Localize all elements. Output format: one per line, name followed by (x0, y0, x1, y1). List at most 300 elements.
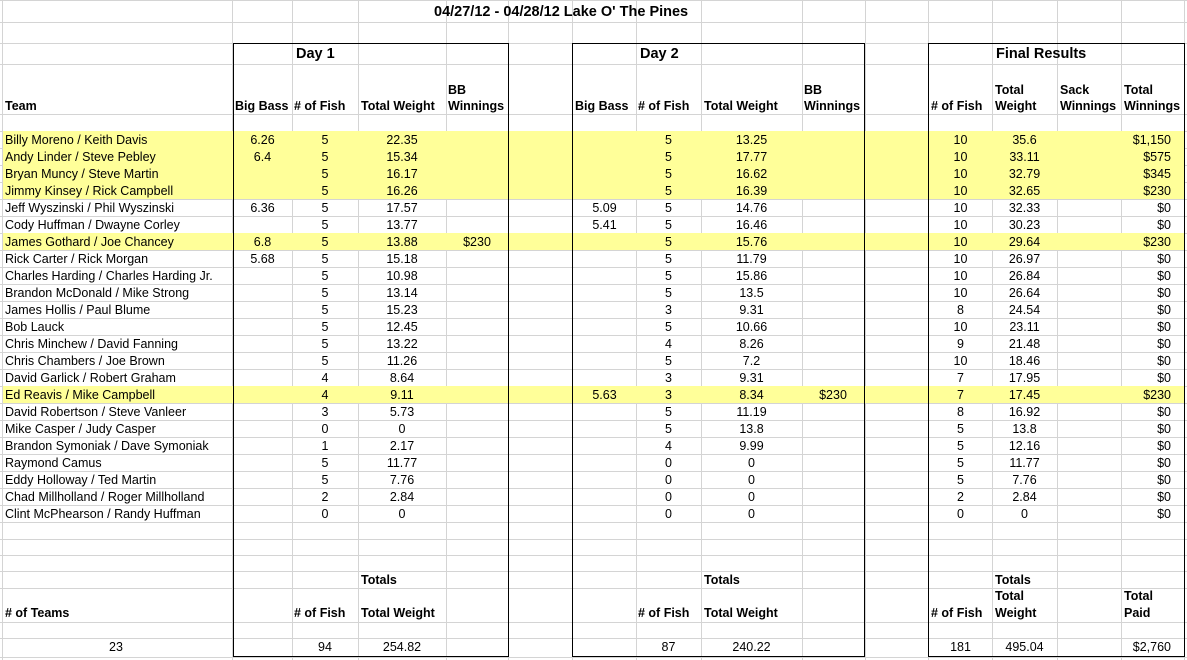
d2-bb-winnings-cell (802, 166, 864, 182)
grid-row-line (0, 657, 1187, 658)
col-header-d1-winnings: Winnings (448, 99, 505, 113)
d1-weight-cell: 22.35 (386, 133, 418, 147)
d2-bb-winnings-cell (802, 370, 864, 386)
d1-weight-cell: 13.14 (386, 286, 418, 300)
sack-winnings-cell (1057, 455, 1121, 471)
d1-fish-cell: 5 (321, 354, 329, 368)
d1-fish-cell: 5 (321, 337, 329, 351)
d1-big-bass-cell: 5.68 (250, 252, 275, 266)
final-fish-cell: 5 (957, 422, 964, 436)
final-fish-cell: 5 (957, 473, 964, 487)
total-winnings-cell: $0 (1157, 371, 1171, 385)
total-winnings-cell: $345 (1143, 167, 1171, 181)
d2-fish-cell: 0 (665, 507, 672, 521)
d1-big-bass-cell (233, 472, 292, 488)
d1-weight-cell: 17.57 (386, 201, 418, 215)
col-header-final-fish: # of Fish (931, 99, 983, 113)
d2-weight-cell: 9.31 (739, 303, 764, 317)
final-weight-cell: 2.84 (1012, 490, 1037, 504)
d1-total-weight-label: Total Weight (361, 606, 435, 620)
d1-bb-winnings-cell (446, 251, 508, 267)
d2-big-bass-cell: 5.09 (592, 201, 617, 215)
d2-bb-winnings-cell (802, 455, 864, 471)
col-header-d2-big-bass: Big Bass (575, 99, 629, 113)
total-paid-value: $2,760 (1132, 640, 1171, 654)
d1-weight-cell: 0 (398, 507, 406, 521)
team-cell: David Robertson / Steve Vanleer (5, 405, 187, 419)
team-cell: Andy Linder / Steve Pebley (5, 150, 156, 164)
team-cell: Eddy Holloway / Ted Martin (5, 473, 157, 487)
team-cell: Chad Millholland / Roger Millholland (5, 490, 205, 504)
d1-fish-cell: 0 (321, 507, 329, 521)
d2-weight-cell: 10.66 (735, 320, 768, 334)
d1-big-bass-cell (233, 404, 292, 420)
sack-winnings-cell (1057, 506, 1121, 522)
d2-fish-cell: 5 (665, 218, 672, 232)
d1-weight-cell: 13.88 (386, 235, 418, 249)
d2-total-weight-value: 240.22 (732, 640, 771, 654)
d1-big-bass-cell (233, 285, 292, 301)
d1-bb-winnings-cell (446, 200, 508, 216)
d1-bb-winnings-cell (446, 319, 508, 335)
d2-bb-winnings-cell (802, 404, 864, 420)
d1-bb-winnings-cell (446, 149, 508, 165)
final-totals-label: Totals (995, 573, 1031, 587)
d1-big-bass-cell (233, 387, 292, 403)
team-cell: Chris Minchew / David Fanning (5, 337, 178, 351)
team-cell: Billy Moreno / Keith Davis (5, 133, 148, 147)
d2-fish-cell: 5 (665, 150, 672, 164)
d1-big-bass-cell (233, 183, 292, 199)
d2-big-bass-cell: 5.41 (592, 218, 617, 232)
total-winnings-cell: $1,150 (1132, 133, 1171, 147)
final-results-heading: Final Results (996, 46, 1087, 62)
d2-bb-winnings-cell (802, 302, 864, 318)
d2-big-bass-cell (573, 251, 636, 267)
d1-big-bass-cell (233, 370, 292, 386)
team-cell: James Hollis / Paul Blume (5, 303, 151, 317)
total-paid-label-1: Total (1124, 589, 1153, 603)
d1-weight-cell: 8.64 (389, 371, 415, 385)
d2-totals-label: Totals (704, 573, 740, 587)
final-fish-cell: 10 (953, 201, 968, 215)
d2-weight-cell: 7.2 (742, 354, 761, 368)
d1-fish-cell: 5 (321, 133, 329, 147)
d2-fish-cell: 0 (665, 490, 672, 504)
d2-weight-cell: 16.39 (735, 184, 768, 198)
d2-total-weight-label: Total Weight (704, 606, 778, 620)
final-fish-cell: 5 (957, 439, 964, 453)
sack-winnings-cell (1057, 251, 1121, 267)
final-weight-cell: 17.45 (1008, 388, 1041, 402)
d1-fish-cell: 5 (321, 201, 329, 215)
sack-winnings-cell (1057, 387, 1121, 403)
d1-big-bass-cell (233, 438, 292, 454)
final-weight-cell: 12.16 (1008, 439, 1041, 453)
d1-weight-cell: 9.11 (390, 388, 414, 402)
teams-count-value: 23 (109, 640, 123, 654)
sack-winnings-cell (1057, 336, 1121, 352)
d2-big-bass-cell: 5.63 (592, 388, 617, 402)
final-fish-cell: 9 (957, 337, 964, 351)
final-fish-cell: 0 (957, 507, 964, 521)
d2-weight-cell: 13.25 (735, 133, 768, 147)
grid-col-line (865, 0, 866, 660)
final-fish-cell: 7 (957, 371, 964, 385)
total-winnings-cell: $0 (1157, 490, 1171, 504)
d1-fish-cell: 5 (321, 286, 329, 300)
final-fish-cell: 8 (957, 405, 964, 419)
final-fish-cell: 5 (957, 456, 964, 470)
d1-bb-winnings-cell (446, 489, 508, 505)
d2-big-bass-cell (573, 506, 636, 522)
final-weight-cell: 24.54 (1008, 303, 1041, 317)
d1-weight-cell: 10.98 (386, 269, 418, 283)
col-header-d2-winnings: Winnings (804, 99, 861, 113)
d2-fish-cell: 5 (665, 422, 672, 436)
d2-big-bass-cell (573, 438, 636, 454)
total-winnings-cell: $0 (1157, 422, 1171, 436)
final-total-fish-value: 181 (950, 640, 971, 654)
d1-weight-cell: 16.17 (386, 167, 418, 181)
col-header-final-weight: Weight (995, 99, 1037, 113)
d2-bb-winnings-cell (802, 319, 864, 335)
d1-bb-winnings-cell (446, 285, 508, 301)
total-winnings-cell: $0 (1157, 473, 1171, 487)
d1-big-bass-cell (233, 455, 292, 471)
d1-big-bass-cell: 6.36 (250, 201, 275, 215)
d1-big-bass-cell (233, 302, 292, 318)
d1-weight-cell: 0 (398, 422, 406, 436)
d1-big-bass-cell (233, 166, 292, 182)
team-cell: Jimmy Kinsey / Rick Campbell (5, 184, 174, 198)
final-weight-cell: 32.33 (1008, 201, 1041, 215)
d1-fish-cell: 5 (321, 456, 329, 470)
d2-big-bass-cell (573, 455, 636, 471)
d2-weight-cell: 17.77 (735, 150, 768, 164)
d2-bb-winnings-cell (802, 217, 864, 233)
d2-fish-cell: 5 (665, 133, 672, 147)
d1-fish-cell: 0 (321, 422, 329, 436)
d2-weight-cell: 14.76 (735, 201, 768, 215)
d1-fish-cell: 5 (321, 235, 329, 249)
d2-weight-cell: 16.62 (735, 167, 768, 181)
sack-winnings-cell (1057, 132, 1121, 148)
d2-fish-cell: 3 (665, 371, 672, 385)
team-cell: David Garlick / Robert Graham (5, 371, 176, 385)
d2-total-fish-label: # of Fish (638, 606, 690, 620)
d2-big-bass-cell (573, 166, 636, 182)
total-winnings-cell: $0 (1157, 218, 1171, 232)
d2-fish-cell: 5 (665, 252, 672, 266)
d1-totals-label: Totals (361, 573, 397, 587)
d2-fish-cell: 3 (665, 303, 672, 317)
d1-fish-cell: 4 (321, 388, 329, 402)
final-weight-cell: 11.77 (1009, 456, 1040, 470)
d1-weight-cell: 15.34 (386, 150, 418, 164)
final-total-weight-value: 495.04 (1005, 640, 1044, 654)
final-fish-cell: 10 (953, 235, 968, 249)
d2-bb-winnings-cell (802, 251, 864, 267)
sack-winnings-cell (1057, 183, 1121, 199)
d2-weight-cell: 0 (748, 507, 755, 521)
d1-fish-cell: 5 (321, 473, 329, 487)
d2-weight-cell: 0 (748, 490, 755, 504)
d1-fish-cell: 5 (321, 184, 329, 198)
sack-winnings-cell (1057, 421, 1121, 437)
d2-bb-winnings-cell (802, 132, 864, 148)
sack-winnings-cell (1057, 268, 1121, 284)
total-winnings-cell: $0 (1157, 456, 1171, 470)
d1-big-bass-cell (233, 353, 292, 369)
grid-row-line (0, 22, 1187, 23)
d1-big-bass-cell (233, 319, 292, 335)
d2-weight-cell: 13.8 (739, 422, 764, 436)
d1-bb-winnings-cell (446, 166, 508, 182)
team-cell: Chris Chambers / Joe Brown (5, 354, 165, 368)
d1-bb-winnings-cell (446, 455, 508, 471)
d2-fish-cell: 5 (665, 320, 672, 334)
d1-bb-winnings-cell (446, 370, 508, 386)
d1-bb-winnings-cell (446, 336, 508, 352)
final-weight-cell: 13.8 (1012, 422, 1037, 436)
d2-fish-cell: 5 (665, 201, 672, 215)
d1-fish-cell: 5 (321, 269, 329, 283)
final-fish-cell: 10 (953, 133, 968, 147)
d2-fish-cell: 4 (665, 439, 672, 453)
d2-big-bass-cell (573, 421, 636, 437)
team-cell: Mike Casper / Judy Casper (5, 422, 156, 436)
team-cell: Charles Harding / Charles Harding Jr. (5, 269, 213, 283)
sack-winnings-cell (1057, 217, 1121, 233)
d1-weight-cell: 16.26 (386, 184, 418, 198)
d1-weight-cell: 13.22 (386, 337, 418, 351)
final-weight-cell: 35.6 (1012, 133, 1037, 147)
total-winnings-cell: $0 (1157, 354, 1171, 368)
final-fish-cell: 7 (957, 388, 964, 402)
d1-weight-cell: 11.77 (386, 456, 418, 470)
d2-weight-cell: 0 (748, 473, 755, 487)
final-weight-cell: 29.64 (1008, 235, 1041, 249)
final-total-fish-label: # of Fish (931, 606, 983, 620)
final-fish-cell: 8 (957, 303, 964, 317)
d2-big-bass-cell (573, 183, 636, 199)
team-cell: Cody Huffman / Dwayne Corley (5, 218, 180, 232)
d2-bb-winnings-cell (802, 183, 864, 199)
d1-weight-cell: 11.26 (386, 354, 418, 368)
final-weight-cell: 21.48 (1008, 337, 1041, 351)
d2-big-bass-cell (573, 149, 636, 165)
team-cell: Clint McPhearson / Randy Huffman (5, 507, 201, 521)
d1-big-bass-cell (233, 268, 292, 284)
d2-fish-cell: 5 (665, 184, 672, 198)
d1-big-bass-cell: 6.26 (250, 133, 275, 147)
day2-heading: Day 2 (640, 46, 679, 62)
sack-winnings-cell (1057, 438, 1121, 454)
d2-fish-cell: 4 (665, 337, 672, 351)
final-fish-cell: 10 (953, 184, 968, 198)
total-winnings-cell: $0 (1157, 269, 1171, 283)
d2-bb-winnings-cell (802, 421, 864, 437)
final-weight-cell: 32.65 (1008, 184, 1041, 198)
d1-bb-winnings-cell (446, 132, 508, 148)
total-winnings-cell: $0 (1157, 252, 1171, 266)
d2-fish-cell: 0 (665, 473, 672, 487)
col-header-d2-weight: Total Weight (704, 99, 778, 113)
final-weight-label: Weight (995, 606, 1037, 620)
final-weight-cell: 32.79 (1008, 167, 1041, 181)
final-fish-cell: 10 (953, 167, 968, 181)
sack-winnings-cell (1057, 285, 1121, 301)
d1-total-weight-value: 254.82 (382, 640, 422, 654)
sack-winnings-cell (1057, 166, 1121, 182)
d2-fish-cell: 3 (665, 388, 672, 402)
d2-bb-winnings-cell (802, 336, 864, 352)
sack-winnings-cell (1057, 149, 1121, 165)
final-weight-cell: 26.97 (1008, 252, 1041, 266)
d2-bb-winnings-cell (802, 506, 864, 522)
team-cell: James Gothard / Joe Chancey (5, 235, 174, 249)
final-fish-cell: 2 (957, 490, 964, 504)
final-weight-cell: 18.46 (1008, 354, 1041, 368)
d1-bb-winnings-cell: $230 (463, 235, 491, 249)
team-cell: Brandon Symoniak / Dave Symoniak (5, 439, 209, 453)
sack-winnings-cell (1057, 370, 1121, 386)
total-paid-label-2: Paid (1124, 606, 1151, 620)
d1-big-bass-cell: 6.8 (253, 235, 272, 249)
d1-bb-winnings-cell (446, 217, 508, 233)
d2-bb-winnings-cell (802, 285, 864, 301)
final-weight-cell: 33.11 (1009, 150, 1040, 164)
col-header-total: Total (1124, 83, 1153, 97)
final-weight-cell: 26.84 (1008, 269, 1041, 283)
col-header-sack-winnings: Winnings (1060, 99, 1117, 113)
d1-weight-cell: 2.17 (389, 439, 415, 453)
d1-weight-cell: 2.84 (389, 490, 415, 504)
d2-weight-cell: 13.5 (739, 286, 764, 300)
d2-big-bass-cell (573, 234, 636, 250)
d2-weight-cell: 15.76 (735, 235, 768, 249)
total-winnings-cell: $0 (1157, 320, 1171, 334)
d2-big-bass-cell (573, 489, 636, 505)
d2-weight-cell: 11.79 (736, 252, 767, 266)
d2-bb-winnings-cell (802, 234, 864, 250)
final-weight-cell: 23.11 (1009, 320, 1040, 334)
d2-fish-cell: 5 (665, 269, 672, 283)
grid-col-line (2, 0, 3, 660)
d2-big-bass-cell (573, 370, 636, 386)
d1-bb-winnings-cell (446, 421, 508, 437)
d2-weight-cell: 16.46 (735, 218, 768, 232)
total-winnings-cell: $0 (1157, 337, 1171, 351)
d2-big-bass-cell (573, 132, 636, 148)
d1-fish-cell: 4 (321, 371, 329, 385)
d1-fish-cell: 5 (321, 252, 329, 266)
d1-total-fish-value: 94 (318, 640, 332, 654)
d2-fish-cell: 5 (665, 235, 672, 249)
d1-bb-winnings-cell (446, 183, 508, 199)
d1-big-bass-cell: 6.4 (253, 150, 272, 164)
d1-weight-cell: 5.73 (389, 405, 415, 419)
d1-bb-winnings-cell (446, 387, 508, 403)
d2-weight-cell: 9.31 (739, 371, 764, 385)
d1-total-fish-label: # of Fish (294, 606, 346, 620)
d1-weight-cell: 13.77 (386, 218, 418, 232)
d2-weight-cell: 9.99 (739, 439, 764, 453)
final-weight-cell: 30.23 (1008, 218, 1041, 232)
d2-big-bass-cell (573, 302, 636, 318)
final-fish-cell: 10 (953, 320, 968, 334)
col-header-d1-fish: # of Fish (294, 99, 346, 113)
final-weight-cell: 0 (1021, 507, 1028, 521)
col-header-total-winnings: Winnings (1124, 99, 1181, 113)
team-cell: Rick Carter / Rick Morgan (5, 252, 149, 266)
d1-fish-cell: 1 (321, 439, 329, 453)
sack-winnings-cell (1057, 302, 1121, 318)
d1-fish-cell: 5 (321, 320, 329, 334)
total-winnings-cell: $230 (1143, 184, 1171, 198)
d2-total-fish-value: 87 (661, 640, 676, 654)
d1-weight-cell: 7.76 (389, 473, 415, 487)
d2-bb-winnings-cell (802, 438, 864, 454)
d2-bb-winnings-cell (802, 353, 864, 369)
d2-fish-cell: 5 (665, 286, 672, 300)
col-header-sack: Sack (1060, 83, 1090, 97)
d1-weight-cell: 12.45 (386, 320, 418, 334)
final-fish-cell: 10 (953, 252, 968, 266)
team-cell: Bryan Muncy / Steve Martin (5, 167, 159, 181)
total-winnings-cell: $0 (1157, 507, 1171, 521)
final-weight-cell: 17.95 (1008, 371, 1041, 385)
sack-winnings-cell (1057, 472, 1121, 488)
d1-bb-winnings-cell (446, 506, 508, 522)
team-cell: Jeff Wyszinski / Phil Wyszinski (5, 201, 175, 215)
grid-row-line (0, 0, 1187, 1)
d2-weight-cell: 0 (748, 456, 755, 470)
team-cell: Ed Reavis / Mike Campbell (5, 388, 156, 402)
final-fish-cell: 10 (953, 286, 968, 300)
team-cell: Brandon McDonald / Mike Strong (5, 286, 190, 300)
d2-big-bass-cell (573, 336, 636, 352)
d1-big-bass-cell (233, 217, 292, 233)
sack-winnings-cell (1057, 353, 1121, 369)
d1-big-bass-cell (233, 421, 292, 437)
d1-fish-cell: 5 (321, 303, 329, 317)
sack-winnings-cell (1057, 489, 1121, 505)
d2-weight-cell: 8.26 (739, 337, 764, 351)
final-weight-cell: 7.76 (1012, 473, 1037, 487)
total-winnings-cell: $0 (1157, 405, 1171, 419)
d2-bb-winnings-cell (802, 200, 864, 216)
sack-winnings-cell (1057, 200, 1121, 216)
d1-bb-winnings-cell (446, 404, 508, 420)
d1-big-bass-cell (233, 336, 292, 352)
final-fish-cell: 10 (953, 218, 968, 232)
d2-weight-cell: 8.34 (739, 388, 764, 402)
d2-bb-winnings-cell (802, 472, 864, 488)
d1-bb-winnings-cell (446, 438, 508, 454)
d1-big-bass-cell (233, 506, 292, 522)
final-weight-cell: 26.64 (1008, 286, 1041, 300)
d1-fish-cell: 5 (321, 167, 329, 181)
d1-fish-cell: 3 (321, 405, 329, 419)
sack-winnings-cell (1057, 404, 1121, 420)
total-winnings-cell: $230 (1143, 235, 1171, 249)
total-winnings-cell: $0 (1157, 201, 1171, 215)
final-total-label: Total (995, 589, 1024, 603)
d2-big-bass-cell (573, 285, 636, 301)
d1-fish-cell: 2 (321, 490, 329, 504)
